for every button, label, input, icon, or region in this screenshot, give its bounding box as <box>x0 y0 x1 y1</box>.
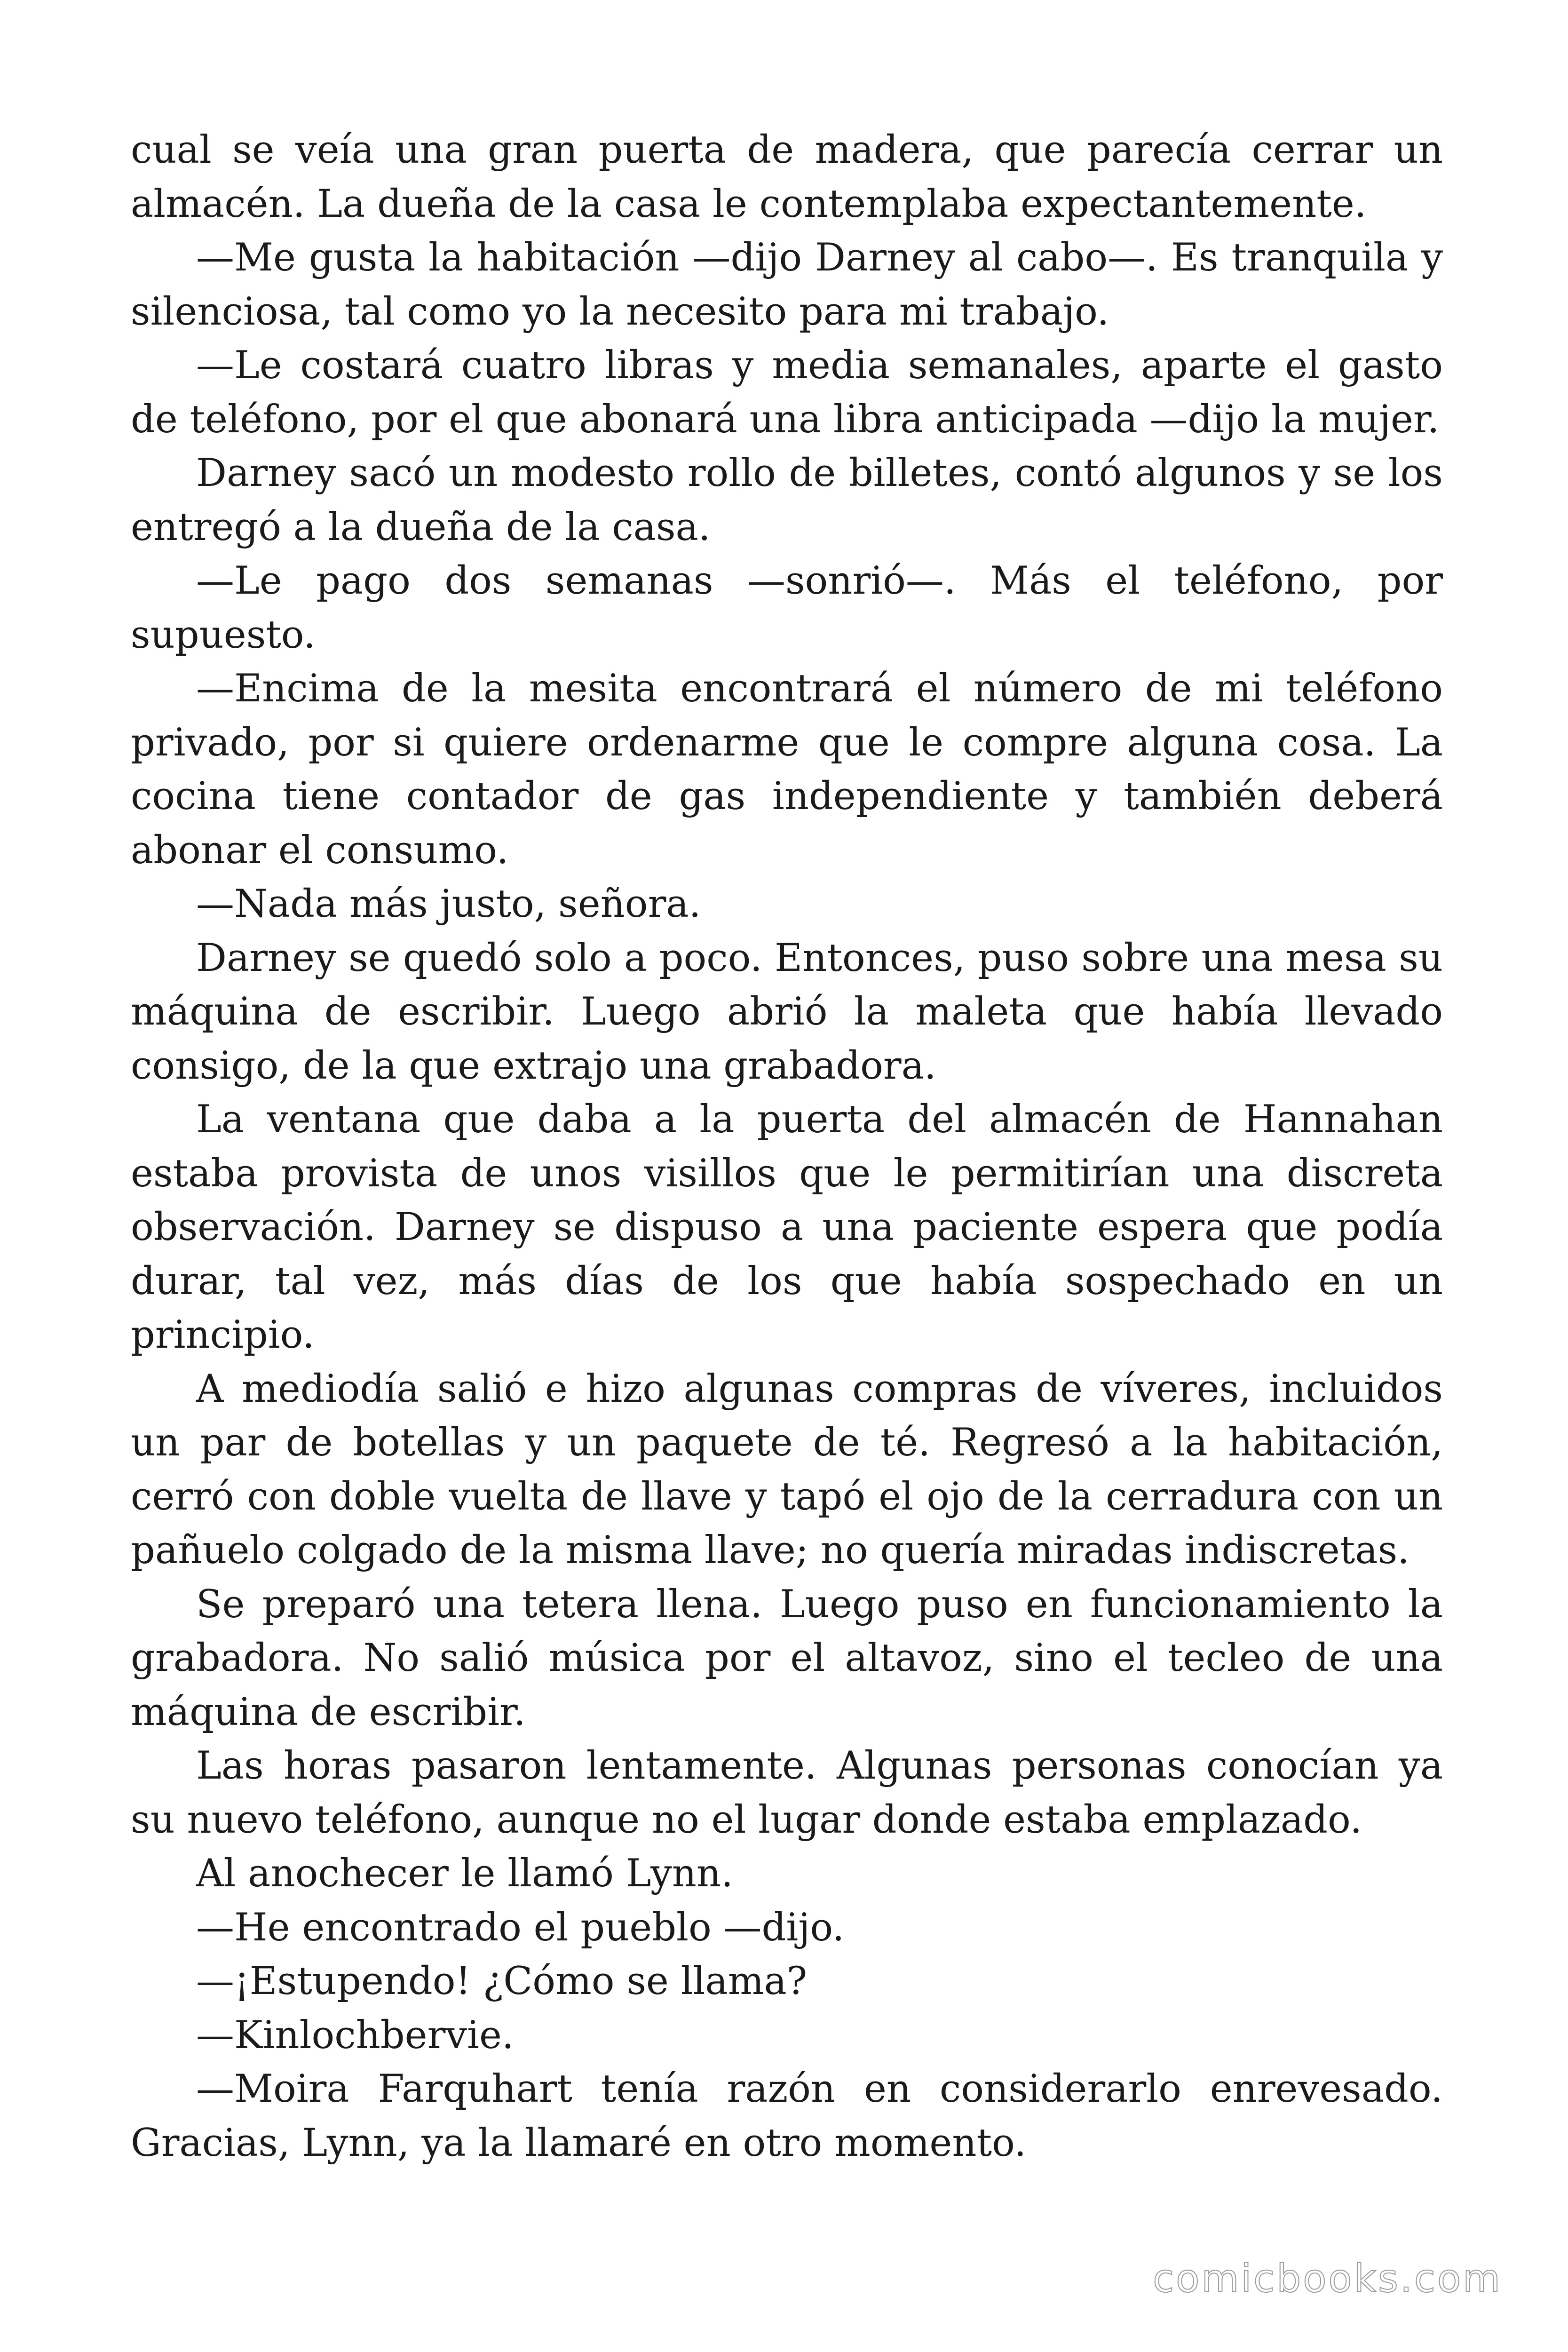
paragraph: —Le pago dos semanas —sonrió—. Más el teléfono, por supuesto. <box>131 559 1443 657</box>
paragraph: La ventana que daba a la puerta del almacén de Hannahan estaba provista de unos visillos que le permitirían una discreta observación. Darney se dispuso a una paciente espera que podía durar, tal vez, más días de los que había sospechado en un principio. <box>131 1097 1443 1357</box>
paragraph: Las horas pasaron lentamente. Algunas personas conocían ya su nuevo teléfono, aunque no el lugar donde estaba emplazado. <box>131 1744 1443 1842</box>
paragraph: —Moira Farquhart tenía razón en considerarlo enrevesado. Gracias, Lynn, ya la llamaré en otro momento. <box>131 2067 1443 2165</box>
paragraph: —Nada más justo, señora. <box>196 882 701 926</box>
paragraph: —Le costará cuatro libras y media semanales, aparte el gasto de teléfono, por el que abonará una libra anticipada —dijo la mujer. <box>131 343 1443 442</box>
book-page-text <box>131 123 1443 2170</box>
paragraph: —He encontrado el pueblo —dijo. <box>196 1905 845 1950</box>
paragraph: cual se veía una gran puerta de madera, que parecía cerrar un almacén. La dueña de la casa le contemplaba expectantemente. <box>131 128 1443 226</box>
paragraph: Al anochecer le llamó Lynn. <box>196 1851 733 1896</box>
paragraph: —Encima de la mesita encontrará el número de mi teléfono privado, por si quiere ordenarme que le compre alguna cosa. La cocina tiene contador de gas independiente y también deberá abonar el consumo. <box>131 667 1443 873</box>
site-watermark: comicbooks.com <box>1153 2257 1502 2301</box>
paragraph: A mediodía salió e hizo algunas compras de víveres, incluidos un par de botellas y un paquete de té. Regresó a la habitación, cerró con doble vuelta de llave y tapó el ojo de la cerradura con un pañuelo colgado de la misma llave; no quería miradas indiscretas. <box>131 1367 1443 1573</box>
paragraph: Se preparó una tetera llena. Luego puso en funcionamiento la grabadora. No salió música por el altavoz, sino el tecleo de una máquina de escribir. <box>131 1582 1443 1734</box>
paragraph: Darney sacó un modesto rollo de billetes, contó algunos y se los entregó a la dueña de la casa. <box>131 451 1443 549</box>
paragraph: Darney se quedó solo a poco. Entonces, puso sobre una mesa su máquina de escribir. Luego abrió la maleta que había llevado consigo, de la que extrajo una grabadora. <box>131 936 1443 1088</box>
paragraph: —Kinlochbervie. <box>196 2013 514 2058</box>
paragraph: —¡Estupendo! ¿Cómo se llama? <box>196 1959 808 2003</box>
paragraph: —Me gusta la habitación —dijo Darney al cabo—. Es tranquila y silenciosa, tal como yo la necesito para mi trabajo. <box>131 236 1443 334</box>
